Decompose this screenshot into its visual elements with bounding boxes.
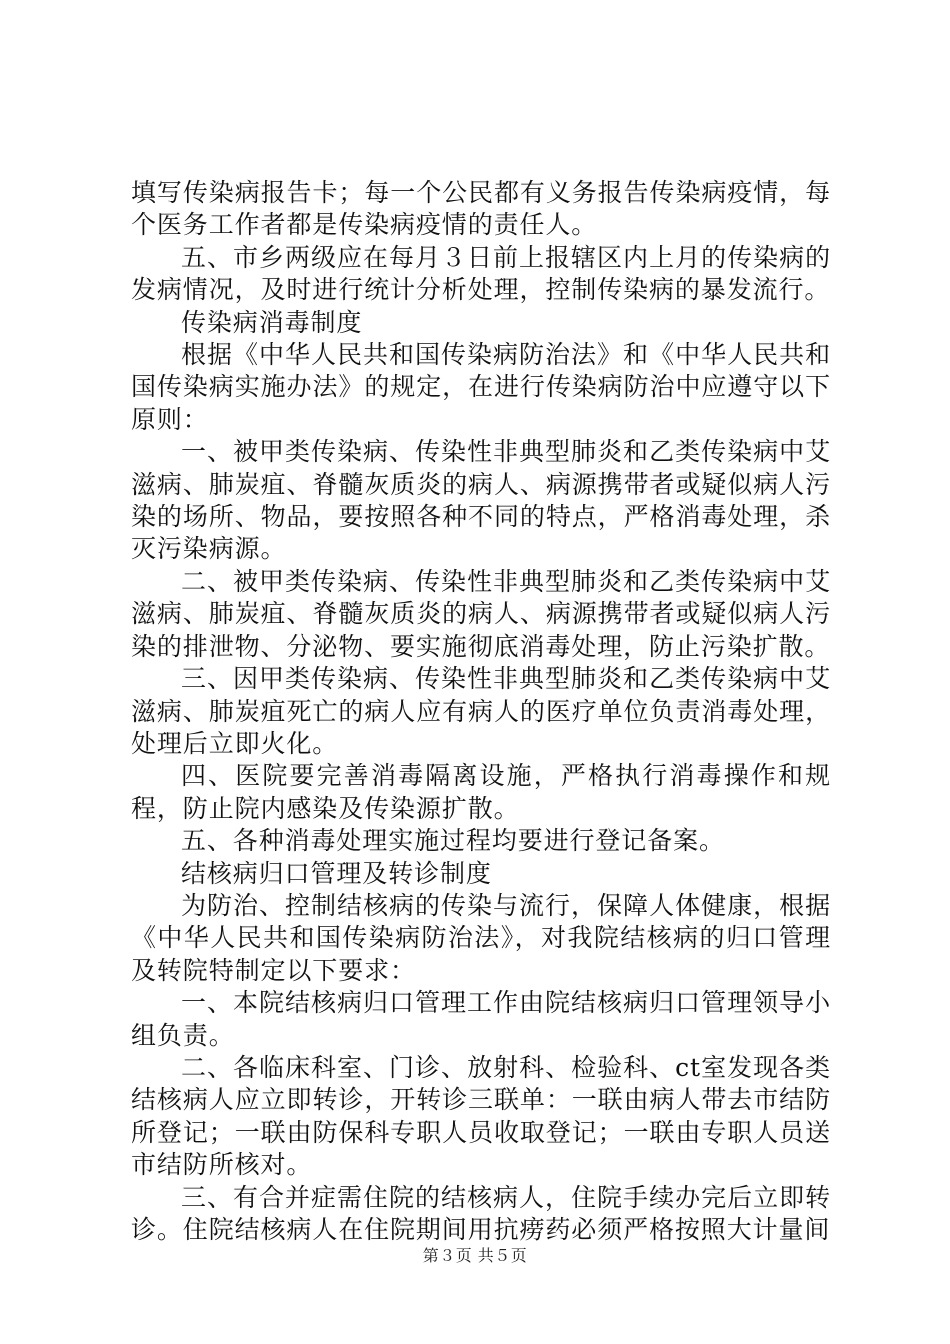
paragraph-item-5: 五、各种消毒处理实施过程均要进行登记备案。 <box>181 826 725 856</box>
paragraph-item-2: 二、被甲类传染病、传染性非典型肺炎和乙类传染病中艾滋病、肺炭疽、脊髓灰质炎的病人、病源携带者或疑似病人污染的排泄物、分泌物、要实施彻底消毒处理，防止污染扩散。 <box>131 566 831 661</box>
paragraph-continuation: 填写传染病报告卡；每一个公民都有义务报告传染病疫情，每个医务工作者都是传染病疫情的责任人。 <box>131 178 831 240</box>
document-body <box>131 177 831 1246</box>
paragraph-item-4: 四、医院要完善消毒隔离设施，严格执行消毒操作和规程，防止院内感染及传染源扩散。 <box>131 761 831 823</box>
page-number-label: 第３页 共５页 <box>422 1246 528 1265</box>
paragraph-item-5-reporting: 五、市乡两级应在每月３日前上报辖区内上月的传染病的发病情况，及时进行统计分析处理，控制传染病的暴发流行。 <box>131 242 831 305</box>
paragraph-item-1: 一、被甲类传染病、传染性非典型肺炎和乙类传染病中艾滋病、肺炭疽、脊髓灰质炎的病人、病源携带者或疑似病人污染的场所、物品，要按照各种不同的特点，严格消毒处理，杀灭污染病源。 <box>131 437 831 564</box>
paragraph-item-3: 三、因甲类传染病、传染性非典型肺炎和乙类传染病中艾滋病、肺炭疽死亡的病人应有病人的医疗单位负责消毒处理，处理后立即火化。 <box>131 664 831 758</box>
paragraph-tb-item-3: 三、有合并症需住院的结核病人，住院手续办完后立即转诊。住院结核病人在住院期间用抗痨药必须严格按照大计量间 <box>131 1182 831 1244</box>
paragraph-tb-item-2: 二、各临床科室、门诊、放射科、检验科、ct室发现各类结核病人应立即转诊，开转诊三联单：一联由病人带去市结防所登记；一联由防保科专职人员收取登记；一联由专职人员送市结防所核对。 <box>131 1052 831 1180</box>
section-heading-disinfection: 传染病消毒制度 <box>181 307 363 337</box>
paragraph-legal-basis: 根据《中华人民共和国传染病防治法》和《中华人民共和国传染病实施办法》的规定，在进行传染病防治中应遵守以下原则： <box>131 340 831 434</box>
section-heading-tuberculosis: 结核病归口管理及转诊制度 <box>181 858 492 888</box>
paragraph-tb-item-1: 一、本院结核病归口管理工作由院结核病归口管理领导小组负责。 <box>131 988 831 1050</box>
paragraph-tb-purpose: 为防治、控制结核病的传染与流行，保障人体健康，根据《中华人民共和国传染病防治法》，对我院结核病的归口管理及转院特制定以下要求： <box>131 890 831 985</box>
page-footer <box>0 1243 950 1266</box>
